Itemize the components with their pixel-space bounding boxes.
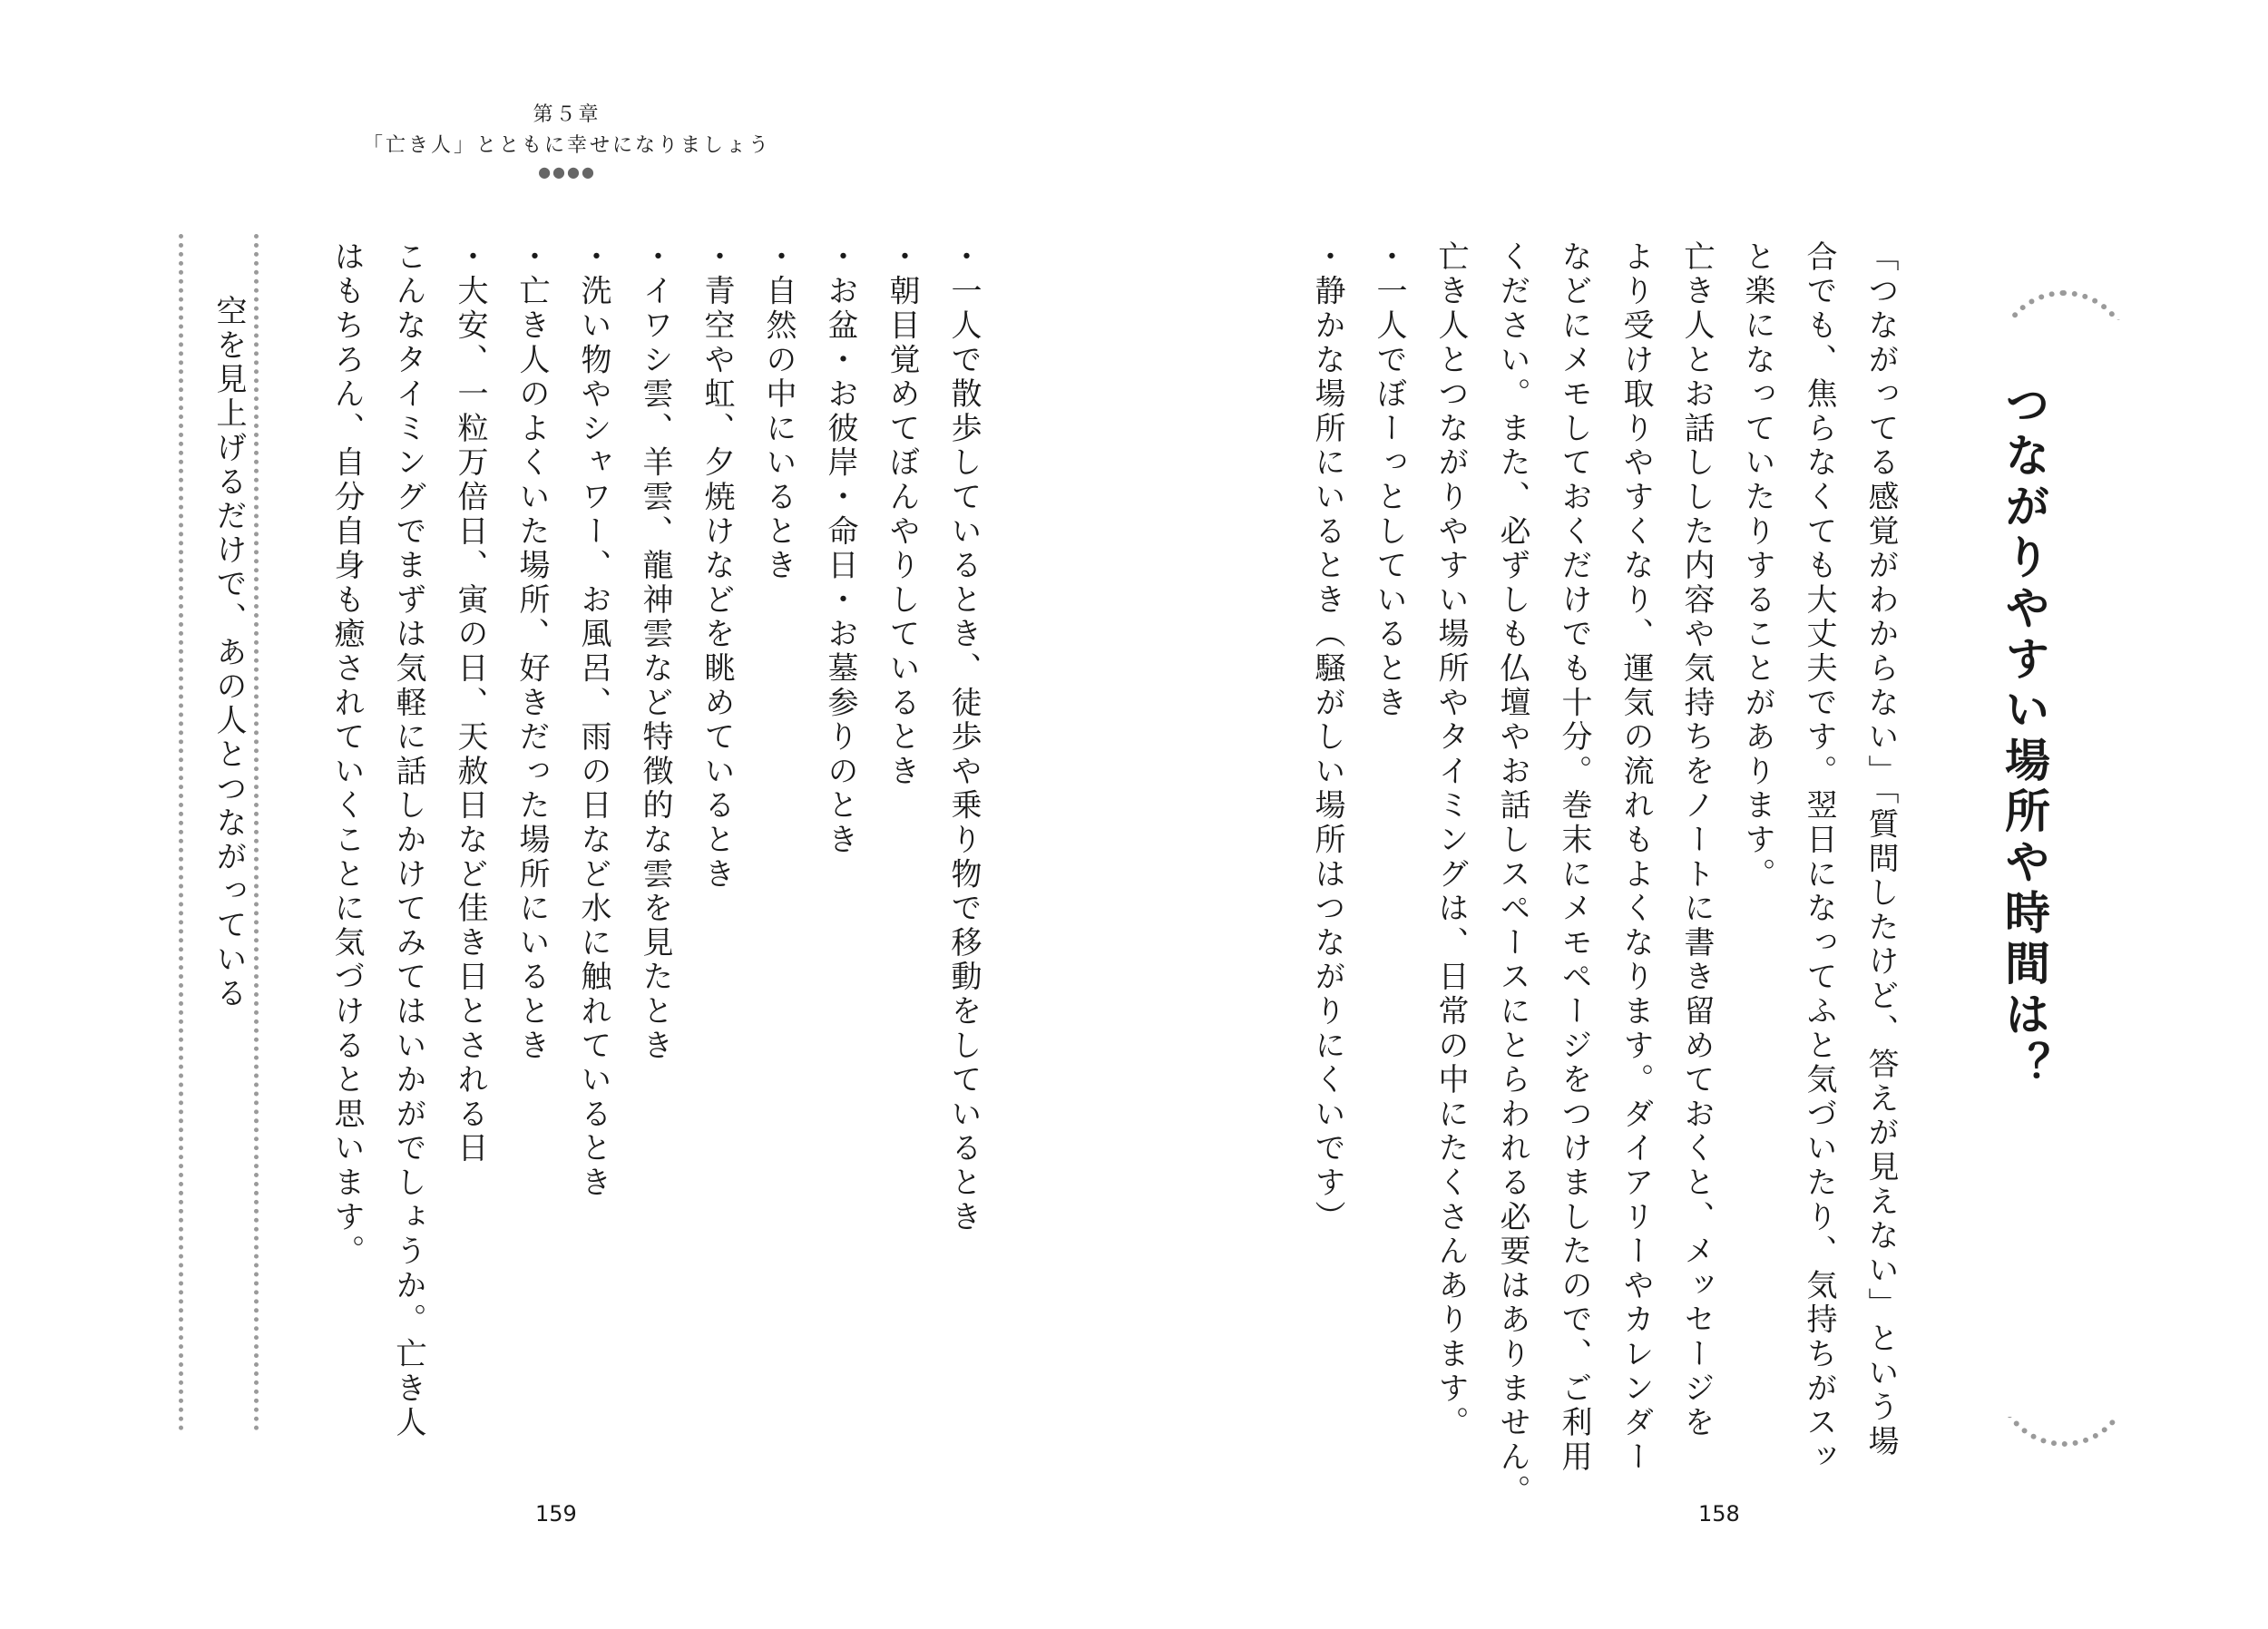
- list-item: ・一人で散歩しているとき、徒歩や乗り物で移動をしているとき: [945, 240, 982, 1235]
- body-line: 亡き人とつながりやすい場所やタイミングは、日常の中にたくさんあります。: [1432, 240, 1469, 1440]
- chapter-label: 第５章: [533, 103, 601, 126]
- list-item: ・お盆・お彼岸・命日・お墓参りのとき: [822, 240, 858, 858]
- list-item: ・洗い物やシャワー、お風呂、雨の日など水に触れているとき: [575, 240, 611, 1201]
- callout-rule-left: [179, 234, 183, 1431]
- page-number-right: 158: [1698, 1501, 1740, 1527]
- callout-rule-right: [254, 234, 259, 1431]
- callout-text: 空を見上げるだけで、あの人とつながっている: [210, 295, 247, 1011]
- body-line: こんなタイミングでまずは気軽に話しかけてみてはいかがでしょうか。亡き人: [390, 240, 426, 1440]
- body-line: 「つながってる感覚がわからない」「質問したけど、答えが見えない」という場: [1862, 240, 1899, 1459]
- body-line: はもちろん、自分自身も癒されていくことに気づけると思います。: [328, 240, 365, 1269]
- header-ornament: ●●●●: [538, 163, 596, 181]
- section-heading: つながりやすい場所や時間は？: [1998, 381, 2050, 1092]
- heading-ornament-bottom: [1996, 1311, 2132, 1447]
- list-item: ・一人でぼーっとしているとき: [1371, 240, 1407, 721]
- list-item: ・イワシ雲、羊雲、龍神雲など特徴的な雲を見たとき: [637, 240, 673, 1064]
- body-line: より受け取りやすくなり、運気の流れもよくなります。ダイアリーやカレンダー: [1618, 240, 1654, 1475]
- list-item: ・朝目覚めてぼんやりしているとき: [884, 240, 920, 789]
- body-line: などにメモしておくだけでも十分。巻末にメモページをつけましたので、ご利用: [1556, 240, 1592, 1475]
- list-item: ・亡き人のよくいた場所、好きだった場所にいるとき: [513, 240, 550, 1064]
- body-line: 亡き人とお話しした内容や気持ちをノートに書き留めておくと、メッセージを: [1678, 240, 1715, 1440]
- list-item: ・大安、一粒万倍日、寅の日、天赦日など佳き日とされる日: [452, 240, 488, 1166]
- chapter-title: 「亡き人」とともに幸せになりましょう: [363, 134, 772, 158]
- list-item: ・青空や虹、夕焼けなどを眺めているとき: [699, 240, 735, 893]
- body-line: と楽になっていたりすることがあります。: [1739, 240, 1775, 893]
- page-number-left: 159: [535, 1501, 577, 1527]
- list-item: ・自然の中にいるとき: [760, 240, 797, 583]
- running-header: [363, 100, 771, 184]
- list-item: ・静かな場所にいるとき（騒がしい場所はつながりにくいです）: [1309, 240, 1345, 1235]
- body-line: 合でも、焦らなくても大丈夫です。翌日になってふと気づいたり、気持ちがスッ: [1801, 240, 1837, 1475]
- body-line: ください。また、必ずしも仏壇やお話しスペースにとらわれる必要はありません。: [1494, 240, 1530, 1509]
